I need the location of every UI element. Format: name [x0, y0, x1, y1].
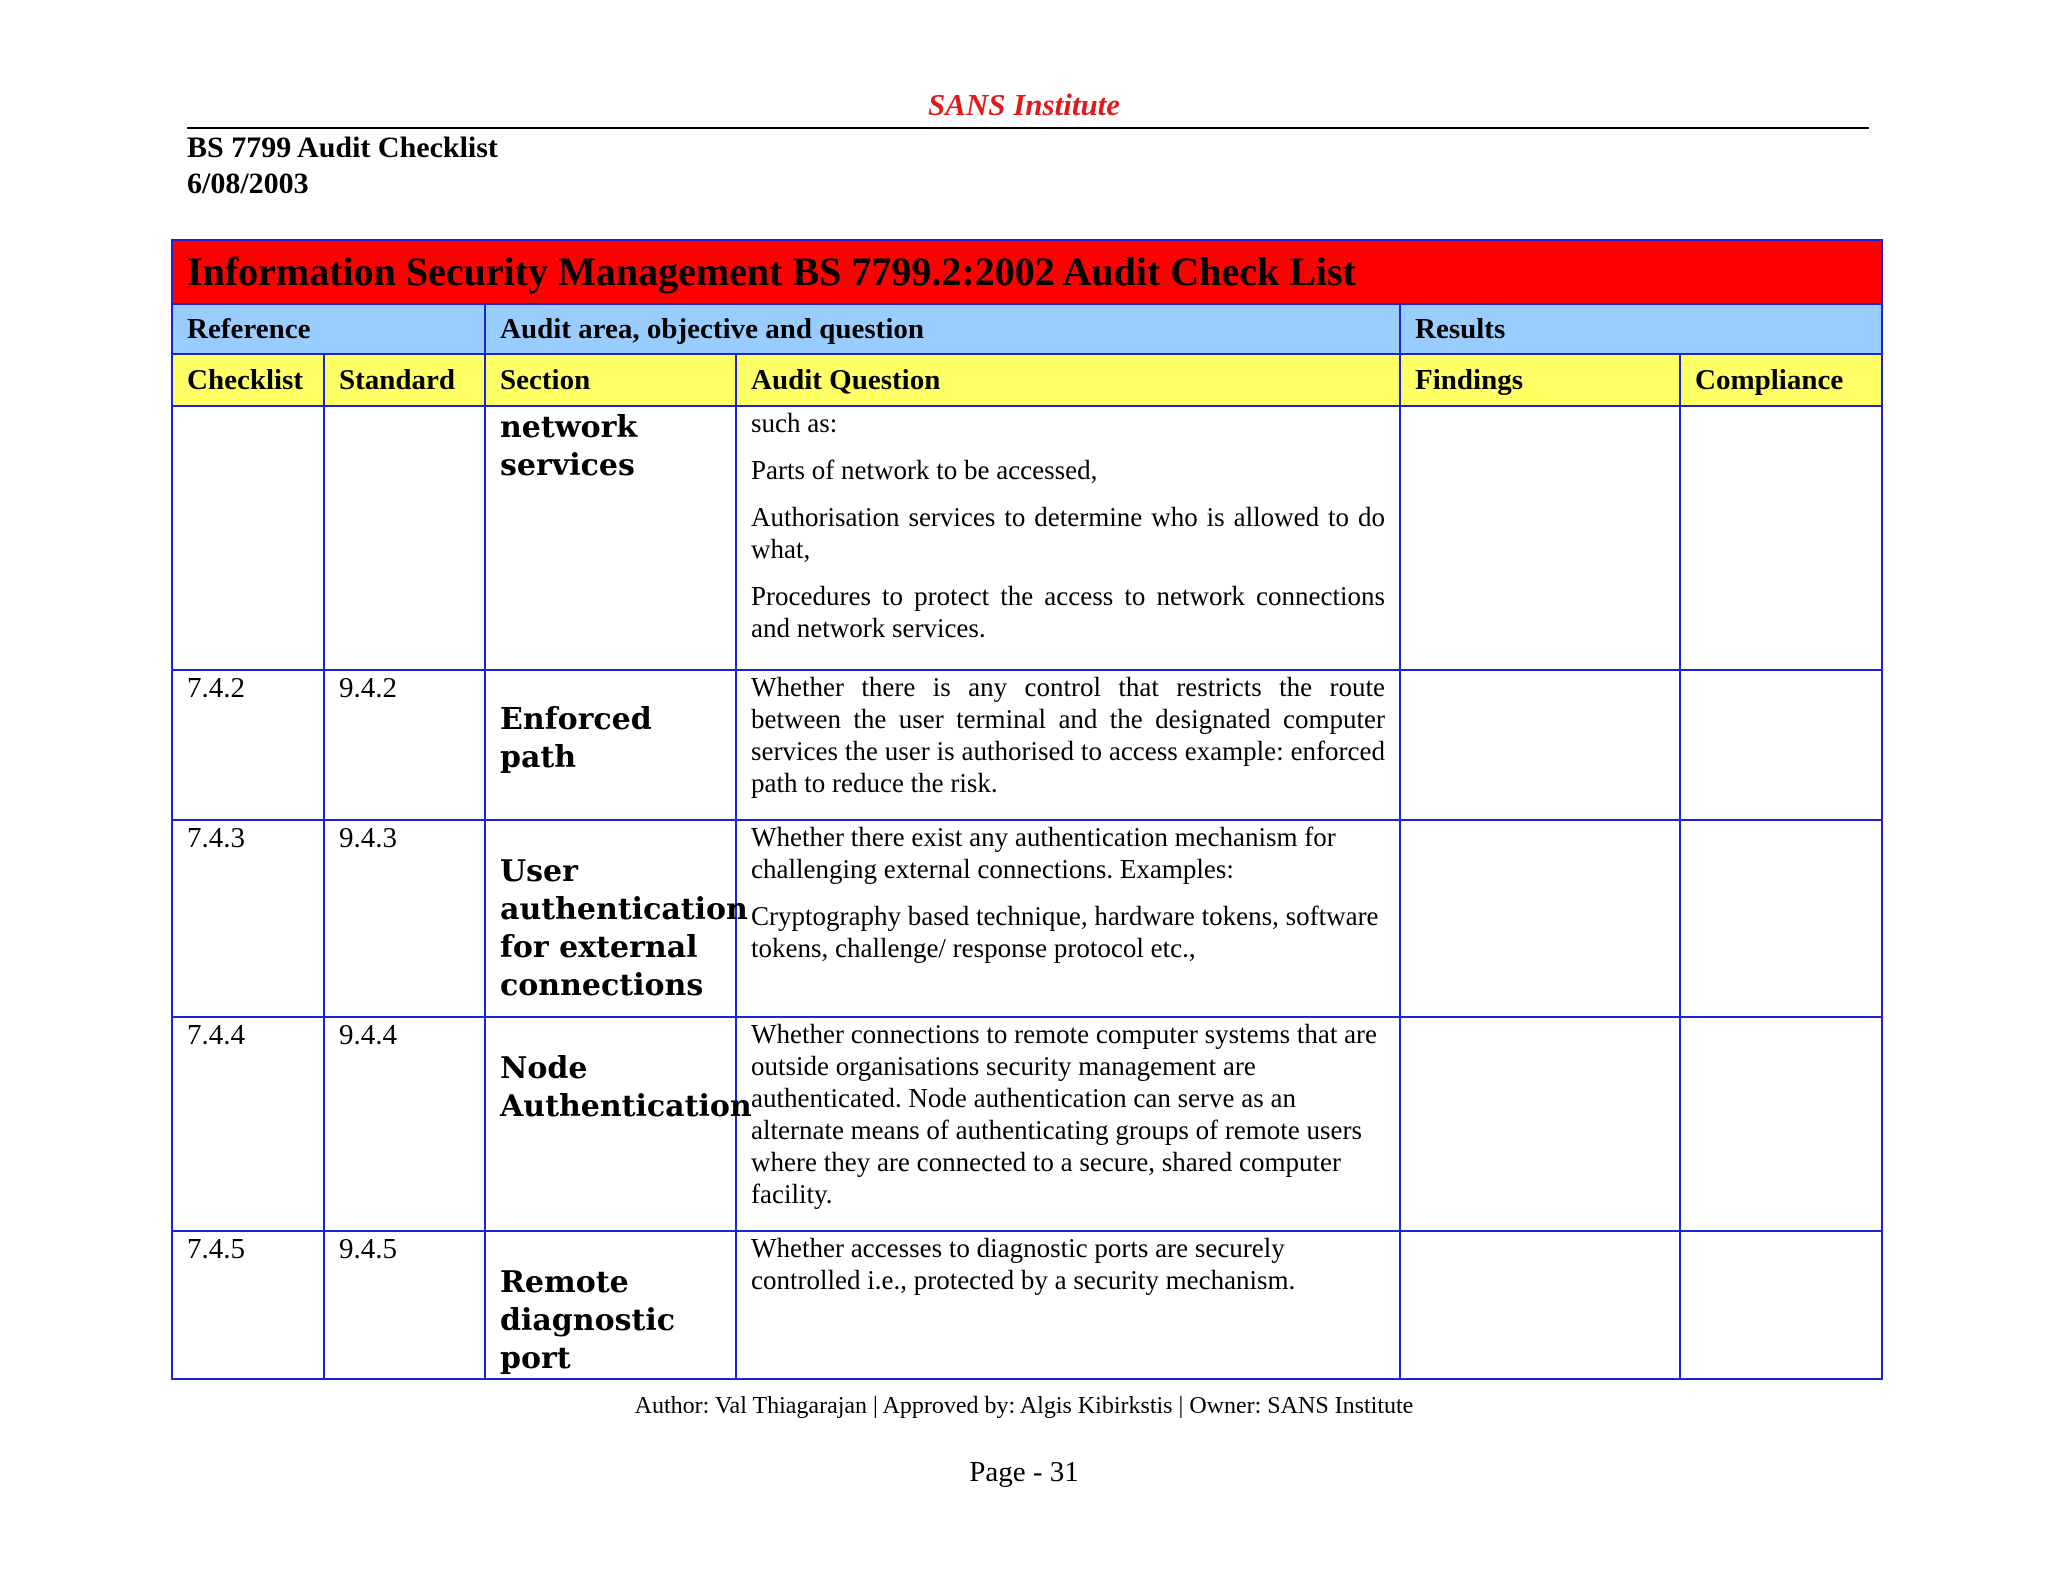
compliance-cell — [1680, 820, 1882, 1017]
question-text: Cryptography based technique, hardware tokens, software tokens, challenge/ response protocol etc., — [751, 901, 1379, 963]
section-label: Enforced path — [500, 702, 652, 775]
checklist-cell: 7.4.2 — [172, 670, 324, 820]
column-header-standard: Standard — [324, 354, 485, 406]
standard-cell: 9.4.3 — [324, 820, 485, 1017]
checklist-cell: 7.4.4 — [172, 1017, 324, 1231]
document-date: 6/08/2003 — [187, 167, 309, 200]
checklist-cell: 7.4.5 — [172, 1231, 324, 1379]
table-row — [172, 820, 1882, 1017]
compliance-cell — [1680, 1017, 1882, 1231]
section-cell — [485, 1017, 752, 1231]
audit-question-cell — [736, 820, 1400, 1017]
table-title-row — [172, 240, 1882, 304]
section-label: Remote diagnostic port — [500, 1265, 676, 1376]
compliance-cell — [1680, 1231, 1882, 1379]
header-rule — [187, 127, 1869, 129]
column-header-findings: Findings — [1400, 354, 1680, 406]
table-row — [172, 670, 1882, 820]
question-text: Authorisation services to determine who is allowed to do what, — [751, 502, 1385, 564]
column-header-row — [172, 354, 1882, 406]
table-row — [172, 1017, 1882, 1231]
standard-cell — [324, 406, 485, 670]
question-text: such as: — [751, 408, 838, 438]
audit-question-cell — [736, 406, 1400, 670]
group-header-row — [172, 304, 1882, 354]
section-cell — [485, 670, 736, 820]
footer-attribution: Author: Val Thiagarajan | Approved by: Algis Kibirkstis | Owner: SANS Institute — [634, 1393, 1414, 1419]
section-label: network services — [500, 410, 638, 483]
question-text: Procedures to protect the access to network connections and network services. — [751, 581, 1385, 643]
question-text: Whether connections to remote computer systems that are outside organisations security management are authenticated. Node authentication can serve as an alternate means of authenticating groups of remote users where they are connected to a secure, shared computer facility. — [751, 1019, 1378, 1209]
column-header-audit-question: Audit Question — [736, 354, 1400, 406]
column-header-compliance: Compliance — [1680, 354, 1882, 406]
section-label: Node Authentication — [500, 1051, 752, 1124]
group-header-reference: Reference — [172, 304, 485, 354]
column-header-section: Section — [485, 354, 736, 406]
table-row — [172, 406, 1882, 670]
findings-cell — [1400, 1017, 1680, 1231]
findings-cell — [1400, 1231, 1680, 1379]
section-label: User authentication for external connections — [500, 854, 748, 1003]
question-text: Whether there exist any authentication mechanism for challenging external connections. Examples: — [751, 822, 1336, 884]
findings-cell — [1400, 820, 1680, 1017]
standard-cell: 9.4.5 — [324, 1231, 485, 1379]
audit-question-cell — [736, 1231, 1400, 1379]
question-text: Parts of network to be accessed, — [751, 455, 1098, 485]
table-row — [172, 1231, 1882, 1379]
question-text: Whether accesses to diagnostic ports are securely controlled i.e., protected by a security mechanism. — [751, 1233, 1296, 1295]
group-header-results: Results — [1400, 304, 1882, 354]
findings-cell — [1400, 670, 1680, 820]
audit-checklist-table — [171, 239, 1883, 1380]
document-title: BS 7799 Audit Checklist — [187, 131, 498, 164]
section-cell — [485, 1231, 736, 1379]
checklist-cell — [172, 406, 324, 670]
audit-question-cell — [736, 670, 1400, 820]
checklist-cell: 7.4.3 — [172, 820, 324, 1017]
section-cell — [485, 820, 748, 1017]
standard-cell: 9.4.4 — [324, 1017, 485, 1231]
compliance-cell — [1680, 406, 1882, 670]
page-number: Page - 31 — [969, 1456, 1079, 1488]
table-title: Information Security Management BS 7799.2:2002 Audit Check List — [172, 240, 1882, 304]
compliance-cell — [1680, 670, 1882, 820]
findings-cell — [1400, 406, 1680, 670]
group-header-audit-area: Audit area, objective and question — [485, 304, 1400, 354]
section-cell — [485, 406, 736, 670]
standard-cell: 9.4.2 — [324, 670, 485, 820]
column-header-checklist: Checklist — [172, 354, 324, 406]
organization-header: SANS Institute — [927, 87, 1121, 122]
audit-question-cell — [736, 1017, 1400, 1231]
question-text: Whether there is any control that restricts the route between the user terminal and the designated computer services the user is authorised to access example: enforced path to reduce the risk. — [751, 672, 1385, 798]
